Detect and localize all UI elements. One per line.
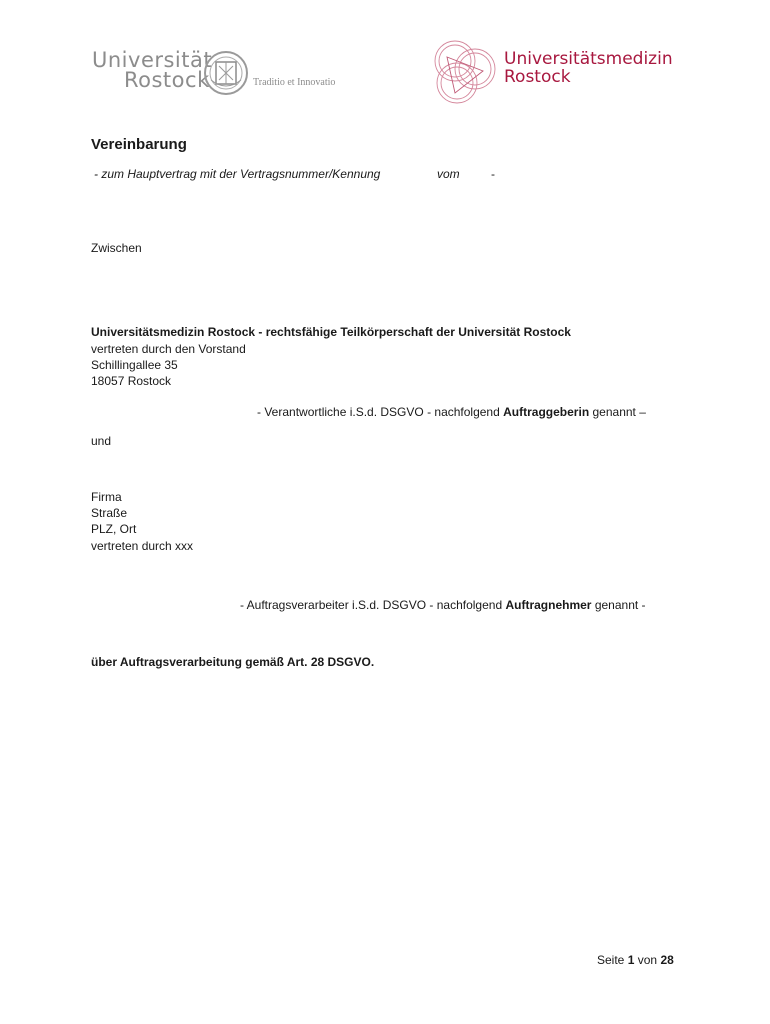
role-prefix: - Verantwortliche i.S.d. DSGVO - nachfolgend <box>257 405 500 419</box>
document-title: Vereinbarung <box>91 136 187 153</box>
party2-represented: vertreten durch xxx <box>91 539 194 553</box>
logo-motto: Traditio et Innovatio <box>253 77 336 88</box>
logo-line-2: Rostock <box>124 68 210 92</box>
role-bold: Auftragnehmer <box>505 598 592 612</box>
party1-city: 18057 Rostock <box>91 374 172 388</box>
page-indicator <box>597 953 674 967</box>
document-subtitle: - zum Hauptvertrag mit der Vertragsnummer/Kennung <box>94 167 381 181</box>
um-logo-line-2: Rostock <box>504 67 571 87</box>
universitaet-rostock-logo-text <box>92 50 212 90</box>
between-label: Zwischen <box>91 241 142 255</box>
document-subject: über Auftragsverarbeitung gemäß Art. 28 DSGVO. <box>91 655 375 669</box>
role-bold: Auftraggeberin <box>503 405 590 419</box>
page-current: 1 <box>627 953 635 967</box>
um-logo-line-1: Universitätsmedizin <box>504 49 673 69</box>
universitaetsmedizin-circles-icon <box>425 37 505 109</box>
universitaetsmedizin-logo-text <box>504 50 673 86</box>
party2-street: Straße <box>91 506 128 520</box>
university-seal-icon <box>203 50 249 96</box>
page-of: von <box>637 953 658 967</box>
party2-name: Firma <box>91 490 122 504</box>
party1-represented: vertreten durch den Vorstand <box>91 342 246 356</box>
role-suffix: genannt – <box>592 405 646 419</box>
logo-line-1: Universität <box>92 48 213 72</box>
party1-role <box>257 405 646 419</box>
party1-name: Universitätsmedizin Rostock - rechtsfähige Teilkörperschaft der Universität Rostock <box>91 325 571 339</box>
role-prefix: - Auftragsverarbeiter i.S.d. DSGVO - nachfolgend <box>240 598 503 612</box>
role-suffix: genannt - <box>594 598 646 612</box>
and-label: und <box>91 434 112 448</box>
party2-role <box>240 598 646 612</box>
page-label: Seite <box>597 953 625 967</box>
party1-street: Schillingallee 35 <box>91 358 178 372</box>
page-total: 28 <box>660 953 674 967</box>
subtitle-dash: - <box>491 167 495 181</box>
party2-city: PLZ, Ort <box>91 522 137 536</box>
subtitle-vom: vom <box>437 167 460 181</box>
